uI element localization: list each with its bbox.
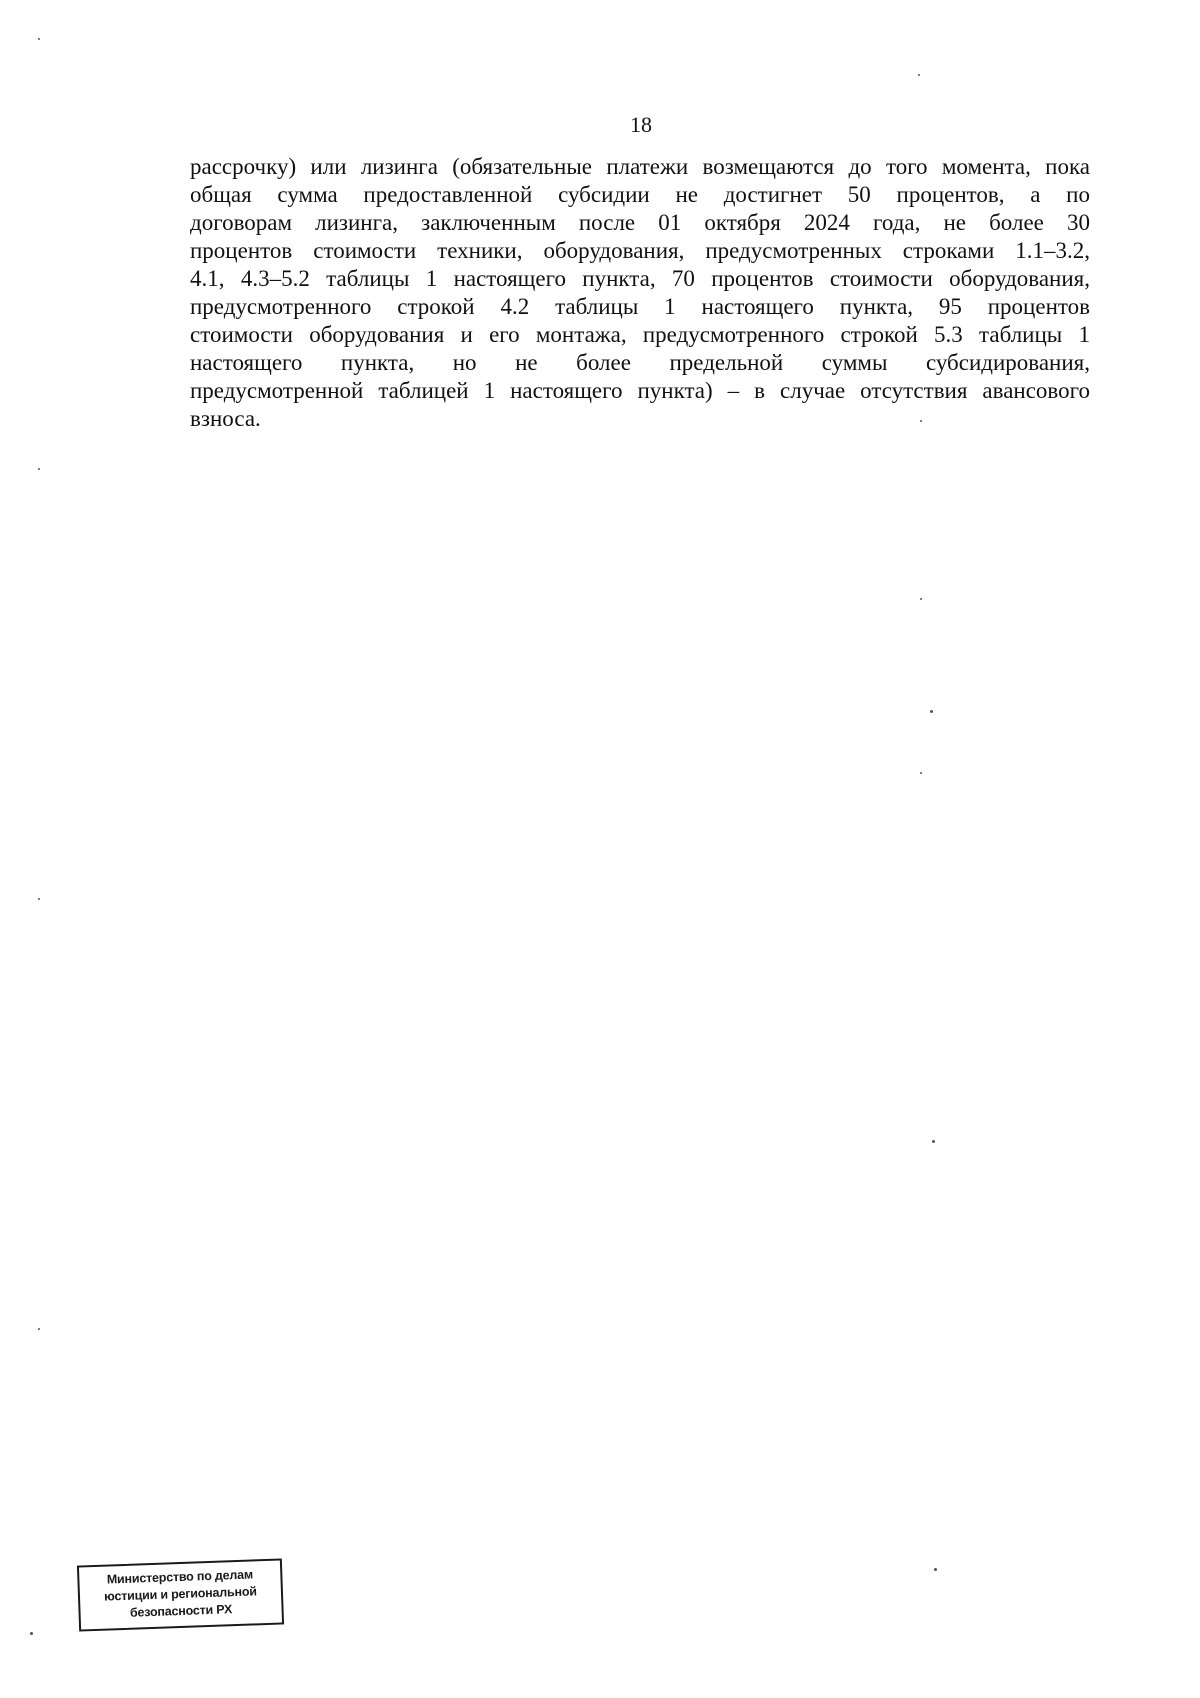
scan-speck [38, 898, 40, 900]
paragraph-line: взноса. [190, 406, 261, 431]
scan-speck [918, 74, 920, 76]
scan-speck [934, 1568, 937, 1571]
paragraph-line: предусмотренной таблицей 1 настоящего пункта) – в случае отсутствия авансового [190, 378, 1090, 403]
page-number: 18 [630, 112, 652, 137]
ministry-stamp [77, 1558, 284, 1631]
scan-speck [930, 710, 933, 713]
paragraph-line: стоимости оборудования и его монтажа, предусмотренного строкой 5.3 таблицы 1 [190, 322, 1090, 347]
paragraph-line: общая сумма предоставленной субсидии не достигнет 50 процентов, а по [190, 182, 1090, 207]
scan-speck [920, 420, 922, 422]
scan-speck [38, 468, 40, 470]
stamp-line: Министерство по делам [106, 1567, 254, 1587]
paragraph-line: договорам лизинга, заключенным после 01 октября 2024 года, не более 30 [190, 210, 1090, 235]
scan-speck [920, 598, 922, 600]
paragraph-line: процентов стоимости техники, оборудования, предусмотренных строками 1.1–3.2, [190, 238, 1090, 263]
paragraph-line: 4.1, 4.3–5.2 таблицы 1 настоящего пункта, 70 процентов стоимости оборудования, [190, 266, 1090, 291]
scan-speck [38, 1328, 40, 1330]
stamp-line: безопасности РХ [129, 1602, 233, 1620]
paragraph-line: настоящего пункта, но не более предельной суммы субсидирования, [190, 350, 1090, 375]
paragraph-line: рассрочку) или лизинга (обязательные платежи возмещаются до того момента, пока [190, 154, 1090, 179]
scan-speck [38, 38, 40, 40]
scan-speck [932, 1140, 935, 1143]
stamp-line: юстиции и региональной [103, 1584, 257, 1604]
body-paragraph [190, 153, 1090, 433]
paragraph-line: предусмотренного строкой 4.2 таблицы 1 настоящего пункта, 95 процентов [190, 294, 1090, 319]
scan-speck [920, 772, 922, 774]
scan-speck [30, 1632, 33, 1635]
